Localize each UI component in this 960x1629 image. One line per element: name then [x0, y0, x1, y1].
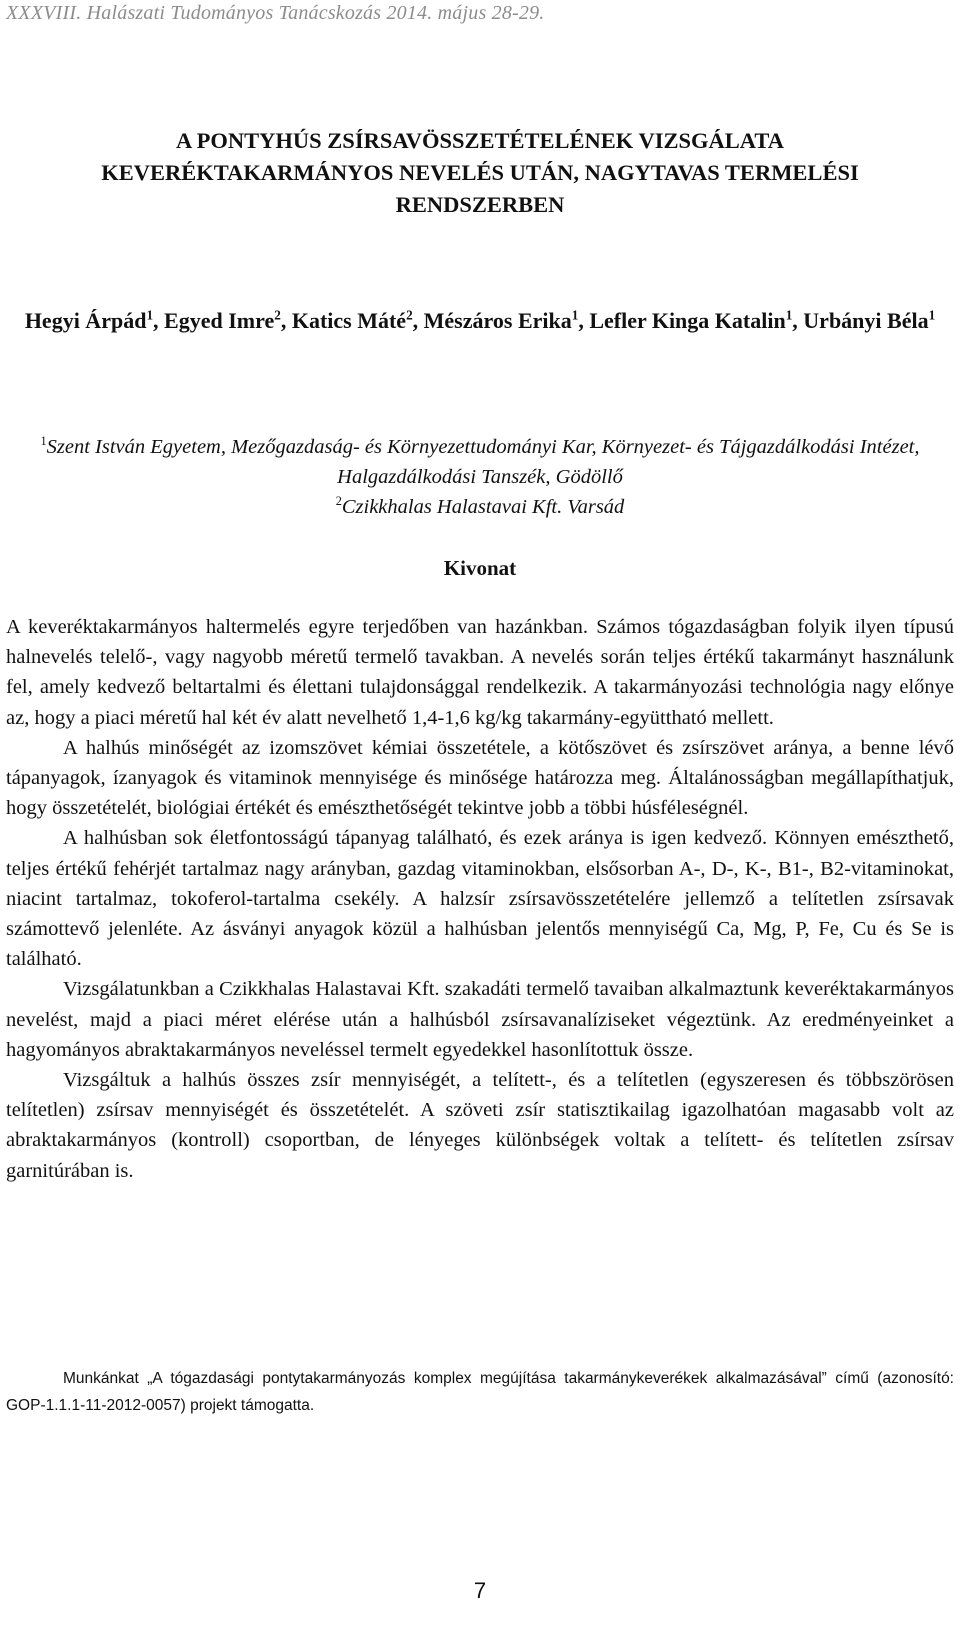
affiliation-mark: 2 [335, 494, 342, 509]
title-line: KEVERÉKTAKARMÁNYOS NEVELÉS UTÁN, NAGYTAVAS TERMELÉSI [101, 160, 859, 185]
title-line: RENDSZERBEN [395, 192, 565, 217]
author-name: Hegyi Árpád [24, 308, 147, 333]
author-name: Egyed Imre [164, 308, 275, 333]
affiliation [20, 492, 940, 522]
abstract-paragraph: A halhús minőségét az izomszövet kémiai összetétele, a kötőszövet és zsírszövet aránya, a benne lévő tápanyagok, ízanyagok és vitaminok mennyisége és minősége határozza meg. Általánosságban megállapíthatjuk, hogy összetételét, biológiai értékét és emészthetőségét tekintve jobb a többi húsféleségnél. [6, 736, 954, 820]
author-affiliation-mark: 2 [274, 307, 281, 323]
abstract-paragraph: Vizsgáltuk a halhús összes zsír mennyiségét, a telített-, és a telítetlen (egyszeresen és többszörösen telítetlen) zsírsav mennyiségét és összetételét. A szöveti zsír statisztikailag igazolhatóan magasabb volt az abraktakarmányos (kontroll) csoportban, de lényeges különbségek voltak a telített- és telítetlen zsírsav garnitúrában is. [6, 1069, 954, 1182]
abstract-paragraph: A keveréktakarmányos haltermelés egyre terjedőben van hazánkban. Számos tógazdaságban folyik ilyen típusú halnevelés telelő-, vagy nagyobb méretű termelő tavakban. A nevelés során teljes értékű takarmányt használunk fel, amely kedvező beltartalmi és élettani tulajdonsággal rendelkezik. A takarmányozási technológia nagy előnye az, hogy a piaci méretű hal két év alatt nevelhető 1,4-1,6 kg/kg takarmány-együttható mellett. [6, 616, 954, 729]
page-number: 7 [473, 1578, 487, 1603]
author-name: Mészáros Erika [423, 308, 572, 333]
abstract-paragraph: A halhúsban sok életfontosságú tápanyag található, és ezek aránya is igen kedvező. Könnyen emészthető, teljes értékű fehérjét tartalmaz nagy arányban, gazdag vitaminokban, elsősorban A-, D-, K-, B1-, B2-vitaminokat, niacint tartalmaz, tokoferol-tartalma csekély. A halzsír zsírsavösszetételére jellemző a telítetlen zsírsavak számottevő jelenléte. Az ásványi anyagok közül a halhúsban jelentős mennyiségű Ca, Mg, P, Fe, Cu és Se is található. [6, 827, 954, 971]
abstract-body [6, 612, 954, 1186]
author-affiliation-mark: 1 [785, 307, 793, 323]
author-affiliation-mark: 2 [406, 307, 413, 323]
author-list: Hegyi Árpád$^1$, Egyed Imre$^2$, Katics Máté$^2$, Mészáros Erika$^1$, Lefler Kinga Katalin$^1$, Urbányi Béla$^1$ [24, 307, 936, 333]
author-affiliation-mark: 1 [928, 307, 936, 323]
author-affiliation-mark: 1 [146, 307, 154, 323]
author-affiliation-mark: 1 [571, 307, 579, 323]
author-name: Katics Máté [291, 308, 407, 333]
abstract-paragraph: Vizsgálatunkban a Czikkhalas Halastavai Kft. szakadáti termelő tavaiban alkalmaztunk keveréktakarmányos nevelést, majd a piaci méret elérése után a halhúsból zsírsavanalíziseket végeztünk. Az eredményeinket a hagyományos abraktakarmányos neveléssel termelt egyedekkel hasonlítottuk össze. [6, 978, 954, 1061]
running-header: XXXVIII. Halászati Tudományos Tanácskozás 2014. május 28-29. [6, 2, 545, 24]
affiliation-text: Czikkhalas Halastavai Kft. Varsád [341, 496, 625, 518]
affiliation-mark: 1 [40, 434, 47, 449]
paper-title [20, 125, 940, 221]
abstract-heading: Kivonat [443, 556, 517, 580]
funding-acknowledgement: Munkánkat „A tógazdasági pontytakarmányozás komplex megújítása takarmánykeverékek alkalmazásával” című (azonosító: GOP-1.1.1-11-2012-0057) projekt támogatta. [6, 1370, 954, 1414]
affiliation-text: Szent István Egyetem, Mezőgazdaság- és Környezettudományi Kar, Környezet- és Tájgazdálkodási Intézet, Halgazdálkodási Tanszék, Gödöllő [46, 436, 920, 488]
affiliation [20, 432, 940, 492]
author-name: Lefler Kinga Katalin [589, 308, 786, 333]
author-name: Urbányi Béla [803, 308, 929, 333]
affiliations [20, 432, 940, 522]
title-line: A PONTYHÚS ZSÍRSAVÖSSZETÉTELÉNEK VIZSGÁLATA [176, 128, 784, 153]
